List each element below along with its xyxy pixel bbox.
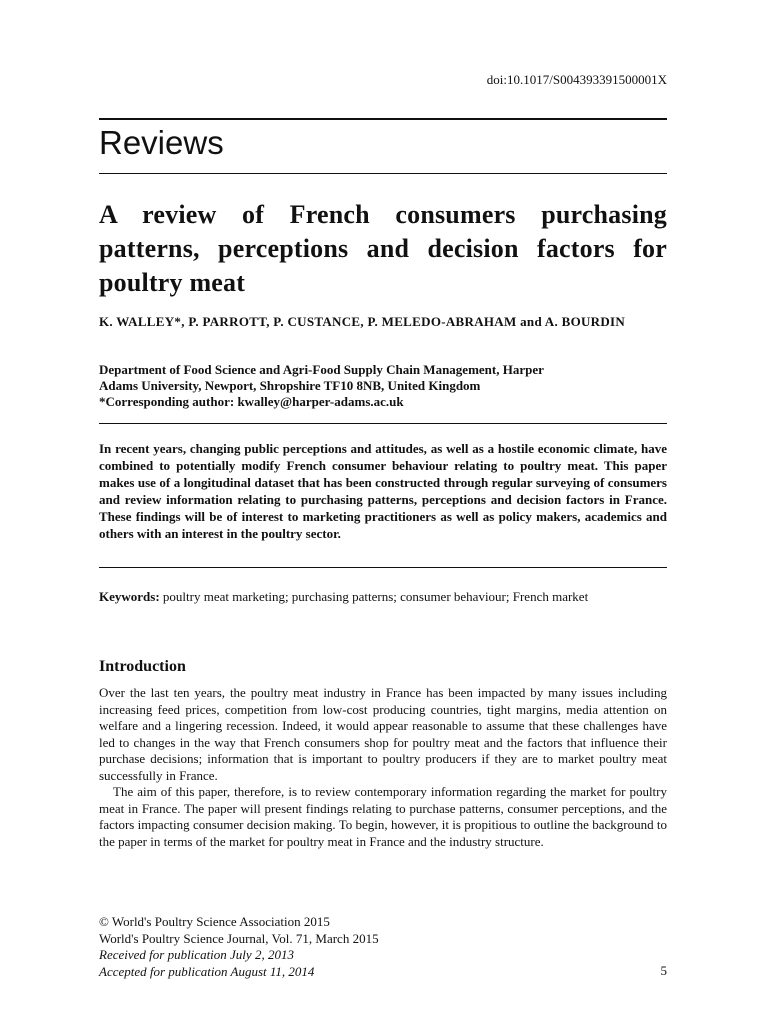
keywords-label: Keywords: — [99, 589, 160, 604]
article-page — [99, 0, 667, 1024]
paragraph: The aim of this paper, therefore, is to review contemporary information regarding the market for poultry meat in France. The paper will present findings relating to purchase patterns, consumer perceptions, and the factors impacting consumer decision making. To begin, however, it is propitious to outline the background to the paper in terms of the market for poultry meat in France and the industry structure. — [99, 784, 667, 849]
abstract: In recent years, changing public perceptions and attitudes, as well as a hostile economic climate, have combined to potentially modify French consumer behaviour relating to poultry meat. This paper makes use of a longitudinal dataset that has been constructed through regular surveying of consumers and review information relating to purchasing patterns, perceptions and decision factors in France. These findings will be of interest to marketing practitioners as well as policy makers, academics and others with an interest in the poultry sector. — [99, 441, 667, 541]
affiliation-line: Department of Food Science and Agri-Food Supply Chain Management, Harper — [99, 362, 544, 377]
affiliation-line: Adams University, Newport, Shropshire TF10 8NB, United Kingdom — [99, 378, 481, 393]
introduction-heading: Introduction — [99, 658, 186, 675]
copyright-line: © World's Poultry Science Association 2015 — [99, 914, 330, 929]
corresponding-author[interactable]: *Corresponding author: kwalley@harper-adams.ac.uk — [99, 394, 404, 409]
accepted-date: Accepted for publication August 11, 2014 — [99, 963, 315, 979]
keywords — [99, 588, 667, 605]
journal-line: World's Poultry Science Journal, Vol. 71, March 2015 — [99, 930, 379, 946]
doi-line[interactable]: doi:10.1017/S004393391500001X — [486, 72, 667, 87]
keywords-text: poultry meat marketing; purchasing patterns; consumer behaviour; French market — [162, 589, 589, 604]
paragraph: Over the last ten years, the poultry meat industry in France has been impacted by many issues including increasing feed prices, competition from low-cost producing countries, tight margins, media attention on welfare and a lingering recession. Indeed, it would appear reasonable to assume that these challenges have led to changes in the way that French consumers shop for poultry meat and the factors that influence their purchase decisions; information that is important to poultry producers if they are to market poultry meat successfully in France. — [99, 685, 667, 783]
abstract-bottom-rule — [99, 567, 667, 568]
article-title: A review of French consumers purchasing patterns, perceptions and decision factors for poultry meat — [99, 200, 667, 297]
header-rule — [99, 118, 667, 120]
received-date: Received for publication July 2, 2013 — [99, 947, 294, 962]
section-heading: Reviews — [99, 124, 224, 161]
page-number: 5 — [660, 963, 667, 978]
introduction-body — [99, 685, 667, 850]
publication-footer — [99, 914, 667, 980]
author-list: K. WALLEY*, P. PARROTT, P. CUSTANCE, P. MELEDO-ABRAHAM and A. BOURDIN — [99, 314, 626, 329]
section-rule — [99, 173, 667, 174]
abstract-top-rule — [99, 423, 667, 424]
affiliation — [99, 362, 667, 410]
